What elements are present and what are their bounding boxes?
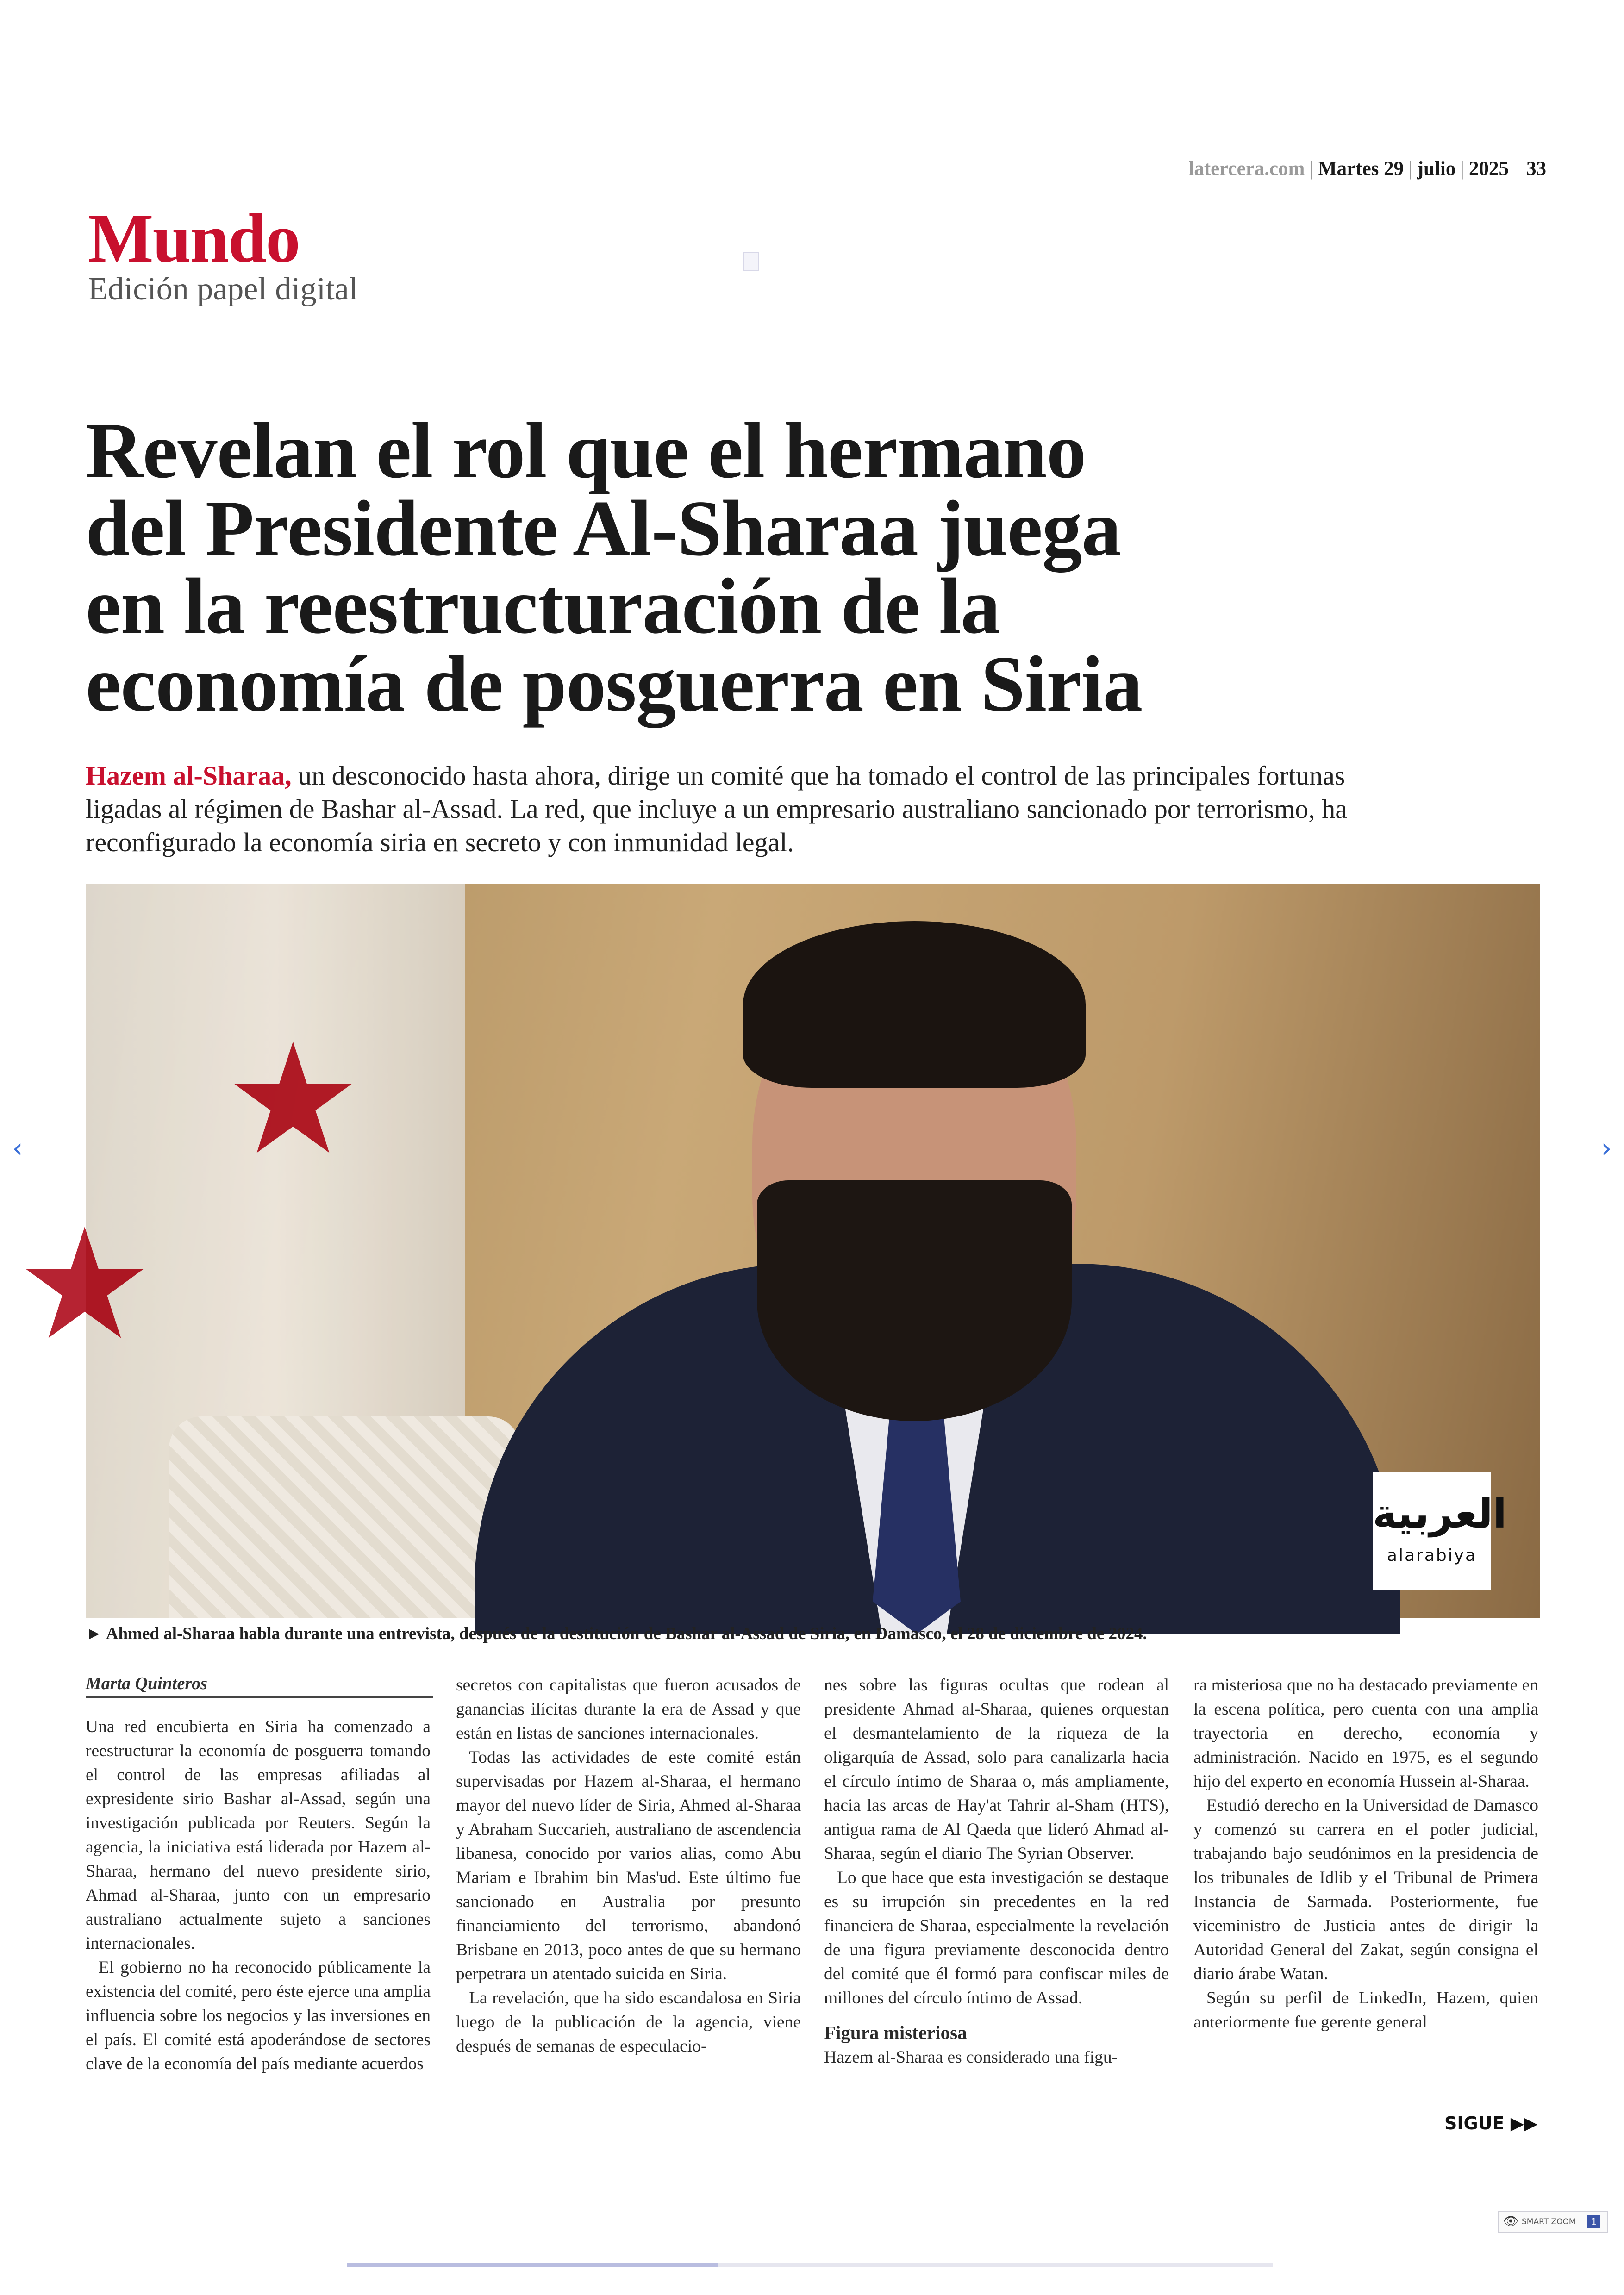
page-marker-icon[interactable] xyxy=(743,252,759,271)
folio-date: Martes 29 xyxy=(1318,158,1404,180)
smart-zoom-control[interactable] xyxy=(1498,2211,1608,2233)
headline-line: del Presidente Al-Sharaa juega xyxy=(86,485,1121,573)
body-paragraph: Hazem al-Sharaa es considerado una figu- xyxy=(824,2048,1118,2067)
body-paragraph: Una red encubierta en Siria ha comenzado a reestructurar la economía de posguerra tomando el control de las empresas afiliadas al expresidente sirio Bashar al-Assad, según una investigación publicada por Reuters. Según la agencia, la iniciativa está liderada por Hazem al-Sharaa, hermano del nuevo presidente sirio, Ahmad al-Sharaa, junto con un empresario australiano actualmente sujeto a sanciones internacionales. xyxy=(86,1717,431,1953)
body-paragraph: secretos con capitalistas que fueron acusados de ganancias ilícitas durante la era de Assad y que están en listas de sanciones internacionales. xyxy=(456,1676,801,1743)
lead-highlight: Hazem al-Sharaa, xyxy=(86,761,292,791)
body-paragraph: ra misteriosa que no ha destacado previamente en la escena política, pero cuenta con una amplia trayectoria en derecho, economía y administración. Nacido en 1975, es el segundo hijo del experto en economía Hussein al-Sharaa. xyxy=(1193,1676,1538,1791)
headline-line: Revelan el rol que el hermano xyxy=(86,407,1086,495)
folio-separator: | xyxy=(1460,158,1464,180)
reading-progress-fill xyxy=(347,2263,718,2267)
body-column-1 xyxy=(86,1715,431,2076)
body-column-4 xyxy=(1193,1673,1538,2034)
lead-text: un desconocido hasta ahora, dirige un comité que ha tomado el control de las principales fortunas ligadas al régimen de Bashar al-Assad. La red, que incluye a un empresario australiano sancionado por terrorismo, ha reconfigurado la economía siria en secreto y con inmunidad legal. xyxy=(86,761,1348,857)
page-folio xyxy=(1148,157,1546,190)
subheading: Figura misteriosa xyxy=(824,2022,967,2043)
folio-month: julio xyxy=(1417,158,1456,180)
headline-line: en la reestructuración de la xyxy=(86,562,1000,650)
chair-graphic xyxy=(169,1416,521,1618)
continue-label: SIGUE ▶▶ xyxy=(1444,2113,1538,2133)
body-paragraph: Estudió derecho en la Universidad de Damasco y comenzó su carrera en el poder judicial, trabajando bajo seudónimos en la presidencia de los tribunales de Idlib y el Tribunal de Primera Instancia de Sarmada. Posteriormente, fue viceministro de Justicia antes de dirigir la Autoridad General del Zakat, según consigna el diario árabe Watan. xyxy=(1193,1796,1538,1983)
headline xyxy=(86,407,1336,728)
body-column-3 xyxy=(824,1673,1169,2070)
body-paragraph: Según su perfil de LinkedIn, Hazem, quien anteriormente fue gerente general xyxy=(1193,1989,1538,2032)
person-hair-graphic xyxy=(743,921,1086,1088)
next-page-icon[interactable]: › xyxy=(1601,1132,1612,1164)
folio-separator: | xyxy=(1309,158,1314,180)
article-photo xyxy=(16,884,1540,1618)
eye-icon: 👁 xyxy=(1503,2214,1519,2228)
folio-year: 2025 xyxy=(1469,158,1509,180)
folio-separator: | xyxy=(1408,158,1412,180)
person-beard-graphic xyxy=(757,1180,1072,1421)
site-name: latercera.com xyxy=(1188,158,1305,180)
page-number: 33 xyxy=(1526,158,1546,180)
smart-zoom-label: SMART ZOOM xyxy=(1522,2217,1576,2226)
headline-line: economía de posguerra en Siria xyxy=(86,640,1143,728)
flag-star-icon: ★ xyxy=(225,1010,362,1188)
body-paragraph: nes sobre las figuras ocultas que rodean al presidente Ahmad al-Sharaa, quienes orquestan el desmantelamiento de la riqueza de la oligarquía de Assad, solo para canalizarla hacia el círculo íntimo de Sharaa o, más ampliamente, hacia las arcas de Hay'at Tahrir al-Sham (HTS), antigua rama de Al Qaeda que lideró Ahmad al-Sharaa, según el diario The Syrian Observer. xyxy=(824,1676,1169,1863)
body-paragraph: Todas las actividades de este comité están supervisadas por Hazem al-Sharaa, el hermano mayor del nuevo líder de Siria, Ahmed al-Sharaa y Abraham Succarieh, australiano de ascendencia libanesa, conocido por varios alias, como Abu Mariam e Ibrahim bin Mas'ud. Este último fue sancionado en Australia por presunto financiamiento del terrorismo, abandonó Brisbane en 2013, poco antes de que su hermano perpetrara un atentado suicida en Siria. xyxy=(456,1748,801,1983)
alarabiya-logo xyxy=(1373,1472,1507,1590)
zoom-level-badge: 1 xyxy=(1587,2215,1600,2228)
byline: Marta Quinteros xyxy=(86,1673,433,1698)
lead-paragraph xyxy=(86,759,1359,859)
alarabiya-logo-latin: alarabiya xyxy=(1387,1546,1477,1565)
edition-label: Edición papel digital xyxy=(88,271,358,307)
body-paragraph: La revelación, que ha sido escandalosa en Siria luego de la publicación de la agencia, viene después de semanas de especulacio- xyxy=(456,1989,801,2056)
prev-page-icon[interactable]: ‹ xyxy=(12,1132,23,1164)
flag-star-icon: ★ xyxy=(16,1196,153,1373)
alarabiya-logo-arabic: العربية xyxy=(1373,1490,1507,1537)
body-paragraph: Lo que hace que esta investigación se destaque es su irrupción sin precedentes en la red financiera de Sharaa, especialmente la revelación de una figura previamente desconocida dentro del comité que él formó para confiscar miles de millones del círculo íntimo de Assad. xyxy=(824,1868,1169,2008)
reading-progress-bar[interactable] xyxy=(347,2263,1273,2267)
body-paragraph: El gobierno no ha reconocido públicamente la existencia del comité, pero éste ejerce una amplia influencia sobre los negocios y las inversiones en el país. El comité está apoderándose de sectores clave de la economía del país mediante acuerdos xyxy=(86,1958,431,2073)
section-title: Mundo xyxy=(88,200,300,277)
photo-caption: ► Ahmed al-Sharaa habla durante una entrevista, después de la destitución de Bashar al-Assad de Siria, en Damasco, el 28 de diciembre de 2024. xyxy=(86,1624,1147,1643)
body-column-2 xyxy=(456,1673,801,2058)
